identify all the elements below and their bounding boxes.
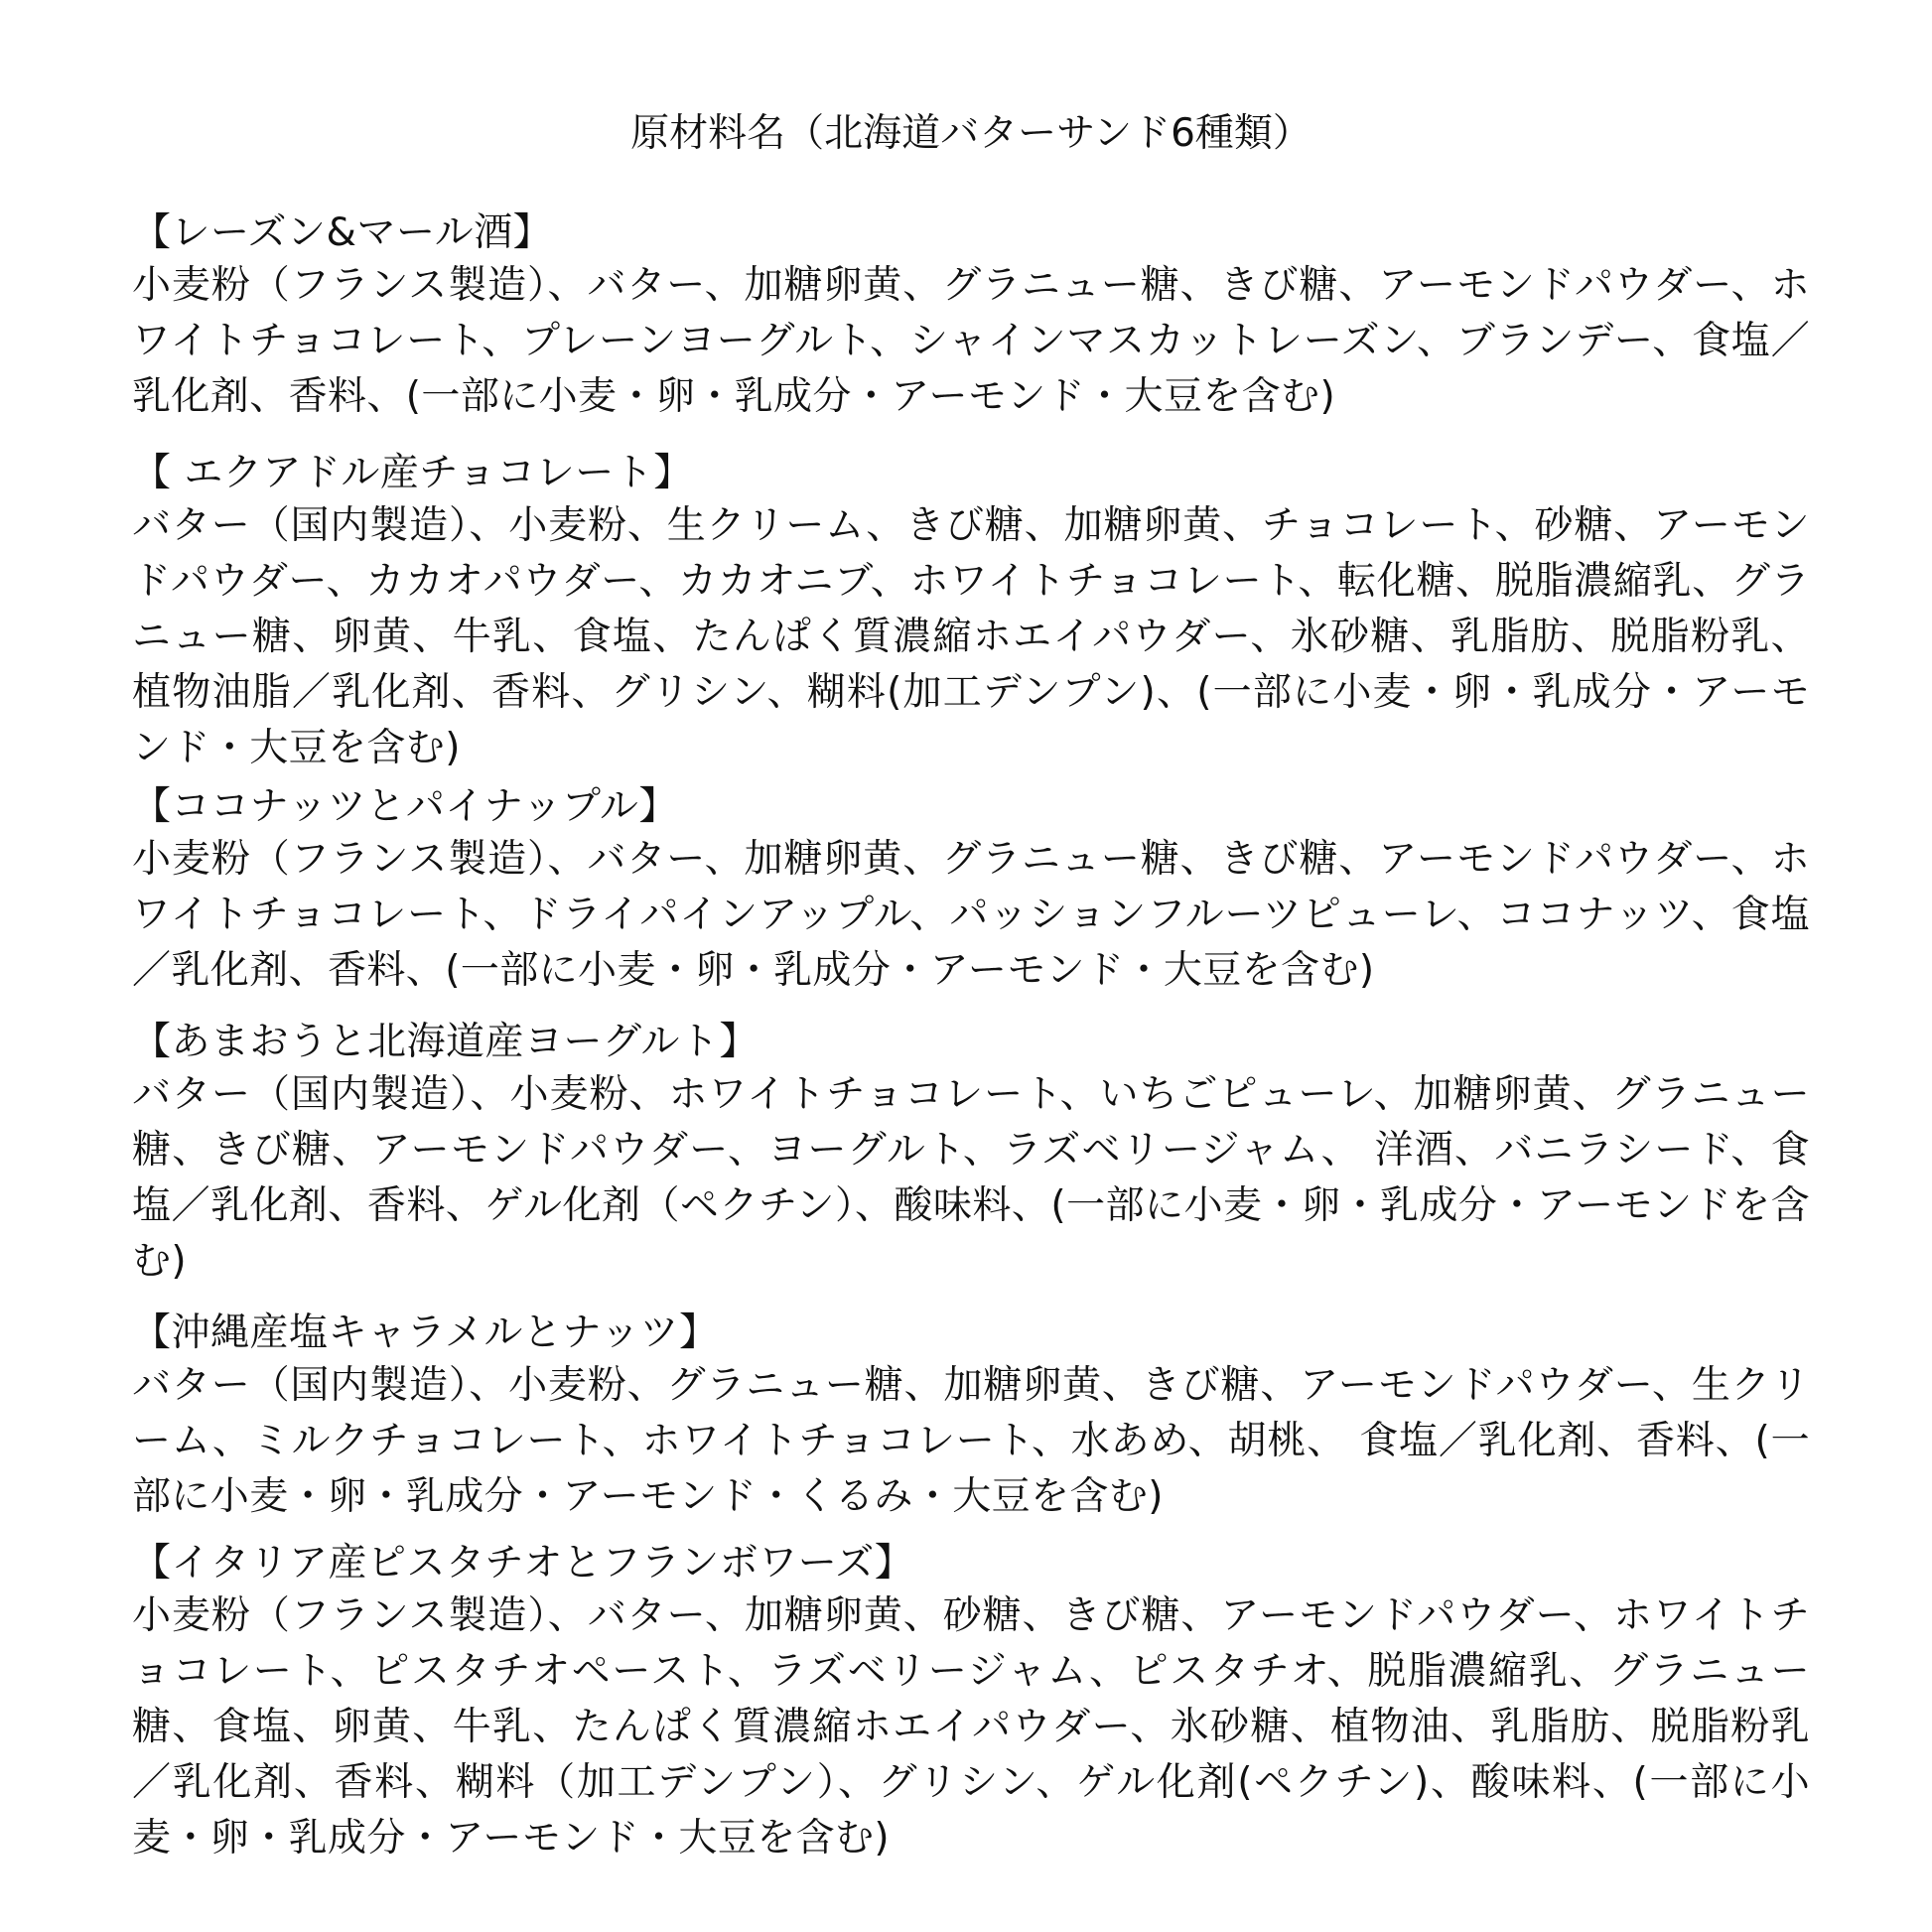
section-ingredients: バター（国内製造）、小麦粉、ホワイトチョコレート、いちごピューレ、加糖卵黄、グラニュー糖、きび糖、アーモンドパウダー、ヨーグルト、ラズベリージャム、 洋酒、バニラシード、食塩／乳化剤、香料、ゲル化剤（ペクチン）、酸味料、(一部に小麦・卵・乳成分・アーモンドを含む) xyxy=(132,1072,1810,1284)
document-title: 原材料名（北海道バターサンド6種類） xyxy=(630,111,1311,156)
section-heading: 【イタリア産ピスタチオとフランボワーズ】 xyxy=(132,1541,914,1586)
section-ingredients: 小麦粉（フランス製造）、バター、加糖卵黄、グラニュー糖、きび糖、アーモンドパウダー、ホワイトチョコレート、ドライパインアップル、パッションフルーツピューレ、ココナッツ、食塩／乳化剤、香料、(一部に小麦・卵・乳成分・アーモンド・大豆を含む) xyxy=(132,837,1810,993)
section-ingredients: 小麦粉（フランス製造）、バター、加糖卵黄、砂糖、きび糖、アーモンドパウダー、ホワイトチョコレート、ピスタチオペースト、ラズベリージャム、ピスタチオ、脱脂濃縮乳、グラニュー糖、食塩、卵黄、牛乳、たんぱく質濃縮ホエイパウダー、氷砂糖、植物油、乳脂肪、脱脂粉乳／乳化剤、香料、糊料（加工デンプン）、グリシン、ゲル化剤(ペクチン)、酸味料、(一部に小麦・卵・乳成分・アーモンド・大豆を含む) xyxy=(132,1593,1810,1861)
section-raisin-marc xyxy=(132,208,1810,425)
section-ingredients: バター（国内製造）、小麦粉、グラニュー糖、加糖卵黄、きび糖、アーモンドパウダー、生クリーム、ミルクチョコレート、ホワイトチョコレート、水あめ、胡桃、 食塩／乳化剤、香料、(一部に小麦・卵・乳成分・アーモンド・くるみ・大豆を含む) xyxy=(132,1363,1810,1519)
section-heading: 【 エクアドル産チョコレート】 xyxy=(132,451,693,495)
section-pistachio-framboise xyxy=(132,1539,1810,1866)
section-heading: 【レーズン&マール酒】 xyxy=(132,210,553,255)
section-amaou-yogurt xyxy=(132,1018,1810,1290)
section-coconut-pineapple xyxy=(132,782,1810,999)
section-heading: 【あまおうと北海道産ヨーグルト】 xyxy=(132,1020,759,1064)
section-ecuador-chocolate xyxy=(132,449,1810,776)
section-heading: 【沖縄産塩キャラメルとナッツ】 xyxy=(132,1311,719,1355)
section-heading: 【ココナッツとパイナップル】 xyxy=(132,784,678,829)
section-ingredients: 小麦粉（フランス製造）、バター、加糖卵黄、グラニュー糖、きび糖、アーモンドパウダー、ホワイトチョコレート、プレーンヨーグルト、シャインマスカットレーズン、ブランデー、食塩／乳化剤、香料、(一部に小麦・卵・乳成分・アーモンド・大豆を含む) xyxy=(132,263,1810,419)
section-ingredients: バター（国内製造）、小麦粉、生クリーム、きび糖、加糖卵黄、チョコレート、砂糖、アーモンドパウダー、カカオパウダー、カカオニブ、ホワイトチョコレート、転化糖、脱脂濃縮乳、グラニュー糖、卵黄、牛乳、食塩、たんぱく質濃縮ホエイパウダー、氷砂糖、乳脂肪、脱脂粉乳、植物油脂／乳化剤、香料、グリシン、糊料(加工デンプン)、(一部に小麦・卵・乳成分・アーモンド・大豆を含む) xyxy=(132,503,1810,770)
section-okinawa-salt-caramel xyxy=(132,1309,1810,1525)
